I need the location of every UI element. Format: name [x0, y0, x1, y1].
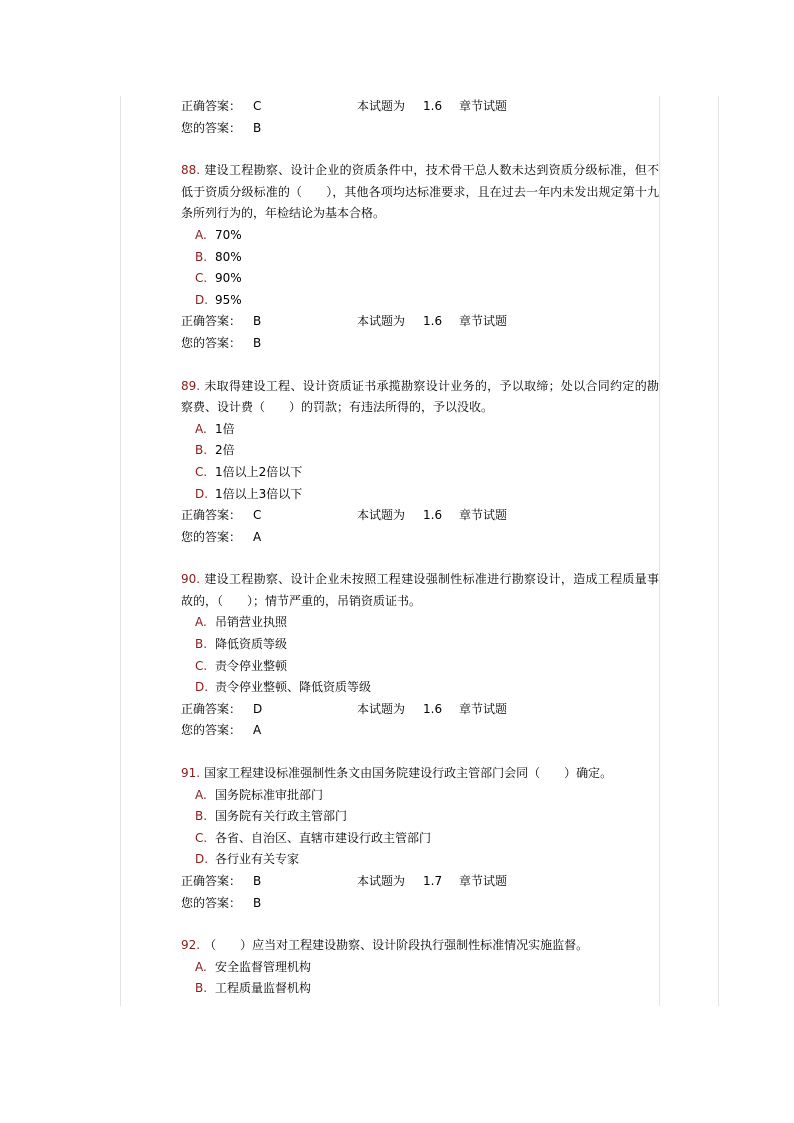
option-b[interactable]: [181, 247, 659, 269]
option-letter: B.: [195, 981, 208, 996]
option-letter: C.: [195, 830, 208, 845]
option-text: 90%: [215, 271, 242, 286]
score-label: 本试题为: [357, 874, 406, 888]
your-answer-row: [181, 527, 659, 549]
option-letter: C.: [195, 658, 208, 673]
option-letter: D.: [195, 292, 209, 307]
question-block-91: [181, 763, 659, 914]
chapter-label: 章节试题: [459, 314, 508, 329]
correct-answer-row: [181, 699, 659, 721]
correct-answer-label: 正确答案：: [181, 314, 242, 329]
question-body: 建设工程勘察、设计企业的资质条件中，技术骨干总人数未达到资质分级标准，但不低于资质分级标准的（ ），其他各项均达标准要求，且在过去一年内未发出规定第十九条所列行为的，年检结论为基本合格。: [181, 163, 659, 221]
correct-answer-row: [181, 871, 659, 893]
option-text: 降低资质等级: [215, 637, 288, 652]
your-answer-value: A: [253, 723, 262, 738]
option-text: 1倍以上2倍以下: [215, 464, 303, 479]
correct-answer-value: B: [253, 314, 262, 329]
correct-answer-value: B: [253, 874, 262, 888]
your-answer-value: A: [253, 529, 262, 544]
option-text: 责令停业整顿、降低资质等级: [215, 680, 372, 695]
correct-answer-label: 正确答案：: [181, 701, 242, 716]
score-label: 本试题为: [357, 314, 406, 329]
content-frame-right-border: [659, 96, 660, 1006]
option-letter: C.: [195, 271, 208, 286]
option-a[interactable]: [181, 785, 659, 807]
option-letter: A.: [195, 421, 207, 436]
option-letter: B.: [195, 249, 208, 264]
option-b[interactable]: [181, 806, 659, 828]
option-text: 国务院标准审批部门: [215, 787, 324, 802]
question-text: [181, 160, 659, 225]
chapter-label: 章节试题: [459, 508, 508, 523]
option-letter: D.: [195, 486, 209, 501]
question-body: （ ）应当对工程建设勘察、设计阶段执行强制性标准情况实施监督。: [204, 938, 589, 953]
option-text: 工程质量监督机构: [215, 981, 312, 996]
option-letter: C.: [195, 464, 208, 479]
chapter-label: 章节试题: [459, 99, 508, 113]
score-label: 本试题为: [357, 508, 406, 523]
option-d[interactable]: [181, 290, 659, 312]
page-frame-right-border: [718, 96, 719, 1006]
correct-answer-row: [181, 96, 659, 118]
option-d[interactable]: [181, 484, 659, 506]
correct-answer-value: C: [253, 508, 262, 523]
question-number: 90.: [181, 572, 201, 587]
option-letter: A.: [195, 787, 207, 802]
question-text: [181, 763, 659, 785]
option-text: 70%: [215, 227, 242, 242]
option-d[interactable]: [181, 849, 659, 871]
option-text: 1倍以上3倍以下: [215, 486, 303, 501]
option-c[interactable]: [181, 828, 659, 850]
score-value: 1.6: [423, 508, 443, 523]
option-b[interactable]: [181, 634, 659, 656]
option-b[interactable]: [181, 978, 659, 1000]
option-c[interactable]: [181, 656, 659, 678]
option-a[interactable]: [181, 612, 659, 634]
your-answer-label: 您的答案：: [181, 895, 242, 910]
result-block-top: [181, 96, 659, 139]
question-body: 国家工程建设标准强制性条文由国务院建设行政主管部门会同（ ）确定。: [204, 766, 613, 781]
question-number: 92.: [181, 938, 201, 953]
question-number: 89.: [181, 378, 201, 393]
question-block-88: [181, 160, 659, 354]
question-number: 91.: [181, 766, 201, 781]
option-letter: B.: [195, 637, 208, 652]
option-c[interactable]: [181, 462, 659, 484]
correct-answer-label: 正确答案：: [181, 99, 242, 113]
score-value: 1.6: [423, 99, 443, 113]
option-letter: D.: [195, 852, 209, 867]
option-text: 1倍: [215, 421, 235, 436]
your-answer-value: B: [253, 120, 262, 135]
your-answer-label: 您的答案：: [181, 120, 242, 135]
chapter-label: 章节试题: [459, 874, 508, 888]
correct-answer-row: [181, 311, 659, 333]
correct-answer-label: 正确答案：: [181, 508, 242, 523]
score-value: 1.7: [423, 874, 443, 888]
question-block-92: [181, 935, 659, 1000]
option-text: 安全监督管理机构: [215, 959, 312, 974]
question-text: [181, 569, 659, 612]
question-body: 建设工程勘察、设计企业未按照工程建设强制性标准进行勘察设计，造成工程质量事故的，（ ）；情节严重的，吊销资质证书。: [181, 572, 659, 608]
option-letter: B.: [195, 809, 208, 824]
option-text: 95%: [215, 292, 242, 307]
score-value: 1.6: [423, 314, 443, 329]
option-text: 国务院有关行政主管部门: [215, 809, 348, 824]
your-answer-row: [181, 720, 659, 742]
question-text: [181, 376, 659, 419]
your-answer-value: B: [253, 895, 262, 910]
your-answer-value: B: [253, 335, 262, 350]
option-text: 各行业有关专家: [215, 852, 300, 867]
correct-answer-value: C: [253, 99, 262, 113]
your-answer-row: [181, 893, 659, 915]
your-answer-label: 您的答案：: [181, 723, 242, 738]
question-body: 未取得建设工程、设计资质证书承揽勘察设计业务的，予以取缔；处以合同约定的勘察费、设计费（ ）的罚款；有违法所得的，予以没收。: [181, 378, 659, 415]
option-letter: D.: [195, 680, 209, 695]
option-letter: A.: [195, 227, 207, 242]
option-text: 2倍: [215, 443, 235, 458]
option-text: 80%: [215, 249, 242, 264]
correct-answer-value: D: [253, 701, 263, 716]
your-answer-label: 您的答案：: [181, 335, 242, 350]
your-answer-row: [181, 118, 659, 140]
option-a[interactable]: [181, 225, 659, 247]
option-letter: A.: [195, 959, 207, 974]
score-label: 本试题为: [357, 701, 406, 716]
option-letter: A.: [195, 615, 207, 630]
question-text: [181, 935, 659, 957]
option-text: 吊销营业执照: [215, 615, 288, 630]
option-a[interactable]: [181, 419, 659, 441]
correct-answer-row: [181, 505, 659, 527]
your-answer-row: [181, 333, 659, 355]
quiz-content: [181, 96, 659, 1000]
score-label: 本试题为: [357, 99, 406, 113]
correct-answer-label: 正确答案：: [181, 874, 242, 888]
score-value: 1.6: [423, 701, 443, 716]
question-number: 88.: [181, 163, 201, 178]
option-c[interactable]: [181, 268, 659, 290]
option-letter: B.: [195, 443, 208, 458]
option-b[interactable]: [181, 440, 659, 462]
option-text: 各省、自治区、直辖市建设行政主管部门: [215, 830, 432, 845]
chapter-label: 章节试题: [459, 701, 508, 716]
page-frame-left-border: [120, 96, 121, 1006]
option-d[interactable]: [181, 677, 659, 699]
question-block-89: [181, 376, 659, 549]
option-a[interactable]: [181, 957, 659, 979]
option-text: 责令停业整顿: [215, 658, 288, 673]
your-answer-label: 您的答案：: [181, 529, 242, 544]
question-block-90: [181, 569, 659, 742]
